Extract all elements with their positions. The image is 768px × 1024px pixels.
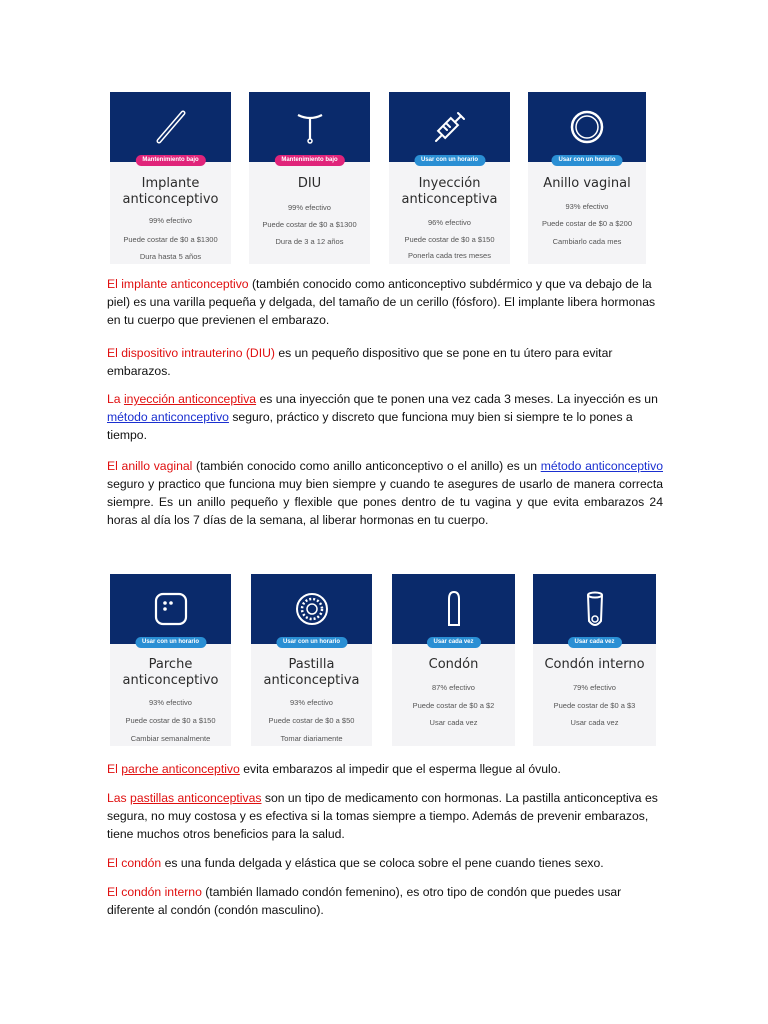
card-condon [392,574,515,746]
card-header [392,574,515,644]
card-cost: Puede costar de $0 a $200 [541,219,633,228]
card-header [249,92,370,162]
syringe-icon [428,105,472,149]
card-effectiveness: 93% efectivo [290,698,333,707]
paragraph-condon: El condón es una funda delgada y elástica que se coloca sobre el pene cuando tienes sexo. [107,856,604,870]
card-effectiveness: 93% efectivo [149,698,192,707]
cards-row-2 [0,574,768,746]
card-pastilla [251,574,372,746]
card-effectiveness: 79% efectivo [573,683,616,692]
implant-icon [149,105,193,149]
card-effectiveness: 99% efectivo [149,216,192,225]
paragraph-pastillas: Las pastillas anticonceptivas son un tipo de medicamento con hormonas. La pastilla anticonceptiva es segura, no muy costosa y es efectiva si la tomas siempre a tiempo. Además de prevenir embarazos, tiene muchos otros beneficios para la salud. [107,791,658,841]
paragraph-anillo: El anillo vaginal (también conocido como anillo anticonceptivo o el anillo) es un método anticonceptivo seguro y practico que funciona muy bien siempre y cuando te asegures de usarlo de manera correcta siempre. Es un anillo pequeño y flexible que pones dentro de tu vagina y que evita embarazos 24 horas al día los 7 días de la semana, al liberar hormonas en tu cuerpo. [107,459,663,527]
card-frequency: Cambiarlo cada mes [552,237,622,246]
card-title: Implante anticonceptivo [122,176,219,207]
card-frequency: Usar cada vez [429,718,478,727]
card-frequency: Usar cada vez [570,718,619,727]
link-metodo-anticonceptivo[interactable]: método anticonceptivo [540,459,663,473]
pill-pack-icon [290,587,334,631]
card-diu [249,92,370,264]
card-title: DIU [297,176,322,191]
card-cost: Puede costar de $0 a $3 [553,701,636,710]
badge: Mantenimiento bajo [274,155,344,166]
card-effectiveness: 87% efectivo [432,683,475,692]
card-effectiveness: 99% efectivo [288,203,331,212]
badge: Usar cada vez [567,637,621,648]
card-header [110,574,231,644]
cards-row-1 [0,92,768,264]
link-metodo-anticonceptivo[interactable]: método anticonceptivo [107,410,229,424]
card-cost: Puede costar de $0 a $1300 [262,220,357,229]
badge: Usar con un horario [551,155,622,166]
card-duration: Dura de 3 a 12 años [275,237,344,246]
patch-icon [149,587,193,631]
card-title: Anillo vaginal [543,176,631,191]
condom-icon [432,587,476,631]
card-frequency: Ponerla cada tres meses [408,251,491,260]
card-header [528,92,646,162]
link-inyeccion[interactable]: inyección anticonceptiva [123,392,257,406]
badge: Usar con un horario [135,637,206,648]
paragraph-parche: El parche anticonceptivo evita embarazos al impedir que el esperma llegue al óvulo. [107,762,561,776]
link-parche[interactable]: parche anticonceptivo [121,762,240,776]
badge: Usar con un horario [276,637,347,648]
badge: Mantenimiento bajo [135,155,205,166]
card-inyeccion [389,92,510,264]
card-cost: Puede costar de $0 a $150 [404,235,495,244]
card-effectiveness: 93% efectivo [565,202,609,211]
card-duration: Dura hasta 5 años [139,252,202,261]
iud-icon [288,105,332,149]
card-header [533,574,656,644]
card-title: Condón interno [544,657,645,672]
paragraph-inyeccion: La inyección anticonceptiva es una inyección que te ponen una vez cada 3 meses. La inyección es un método anticonceptivo seguro, práctico y discreto que funciona muy bien si siempre te lo pones a tiempo. [107,392,658,442]
badge: Usar cada vez [426,637,480,648]
card-effectiveness: 96% efectivo [428,218,471,227]
card-anillo [528,92,646,264]
card-header [389,92,510,162]
card-condon-interno [533,574,656,746]
paragraph-condon-interno: El condón interno (también llamado condón femenino), es otro tipo de condón que puedes usar diferente al condón (condón masculino). [107,885,622,917]
card-cost: Puede costar de $0 a $150 [125,716,216,725]
link-pastillas[interactable]: pastillas anticonceptivas [130,791,262,805]
card-parche [110,574,231,746]
card-title: Condón [428,657,479,672]
paragraph-diu: El dispositivo intrauterino (DIU) es un pequeño dispositivo que se pone en tu útero para evitar embarazos. [107,346,613,378]
card-title: Pastilla anticonceptiva [263,657,360,688]
card-implante [110,92,231,264]
card-header [110,92,231,162]
badge: Usar con un horario [414,155,485,166]
paragraph-implante: El implante anticonceptivo (también conocido como anticonceptivo subdérmico y que va debajo de la piel) es una varilla pequeña y delgada, del tamaño de un cerillo (fósforo). El implante libera hormonas en tu cuerpo que previenen el embarazo. [107,277,656,327]
internal-condom-icon [573,587,617,631]
card-cost: Puede costar de $0 a $2 [412,701,495,710]
ring-icon [565,105,609,149]
card-header [251,574,372,644]
card-cost: Puede costar de $0 a $50 [268,716,355,725]
card-cost: Puede costar de $0 a $1300 [123,235,218,244]
card-frequency: Cambiar semanalmente [130,734,211,743]
card-title: Inyección anticonceptiva [401,176,498,207]
card-title: Parche anticonceptivo [122,657,219,688]
card-frequency: Tomar diariamente [280,734,343,743]
